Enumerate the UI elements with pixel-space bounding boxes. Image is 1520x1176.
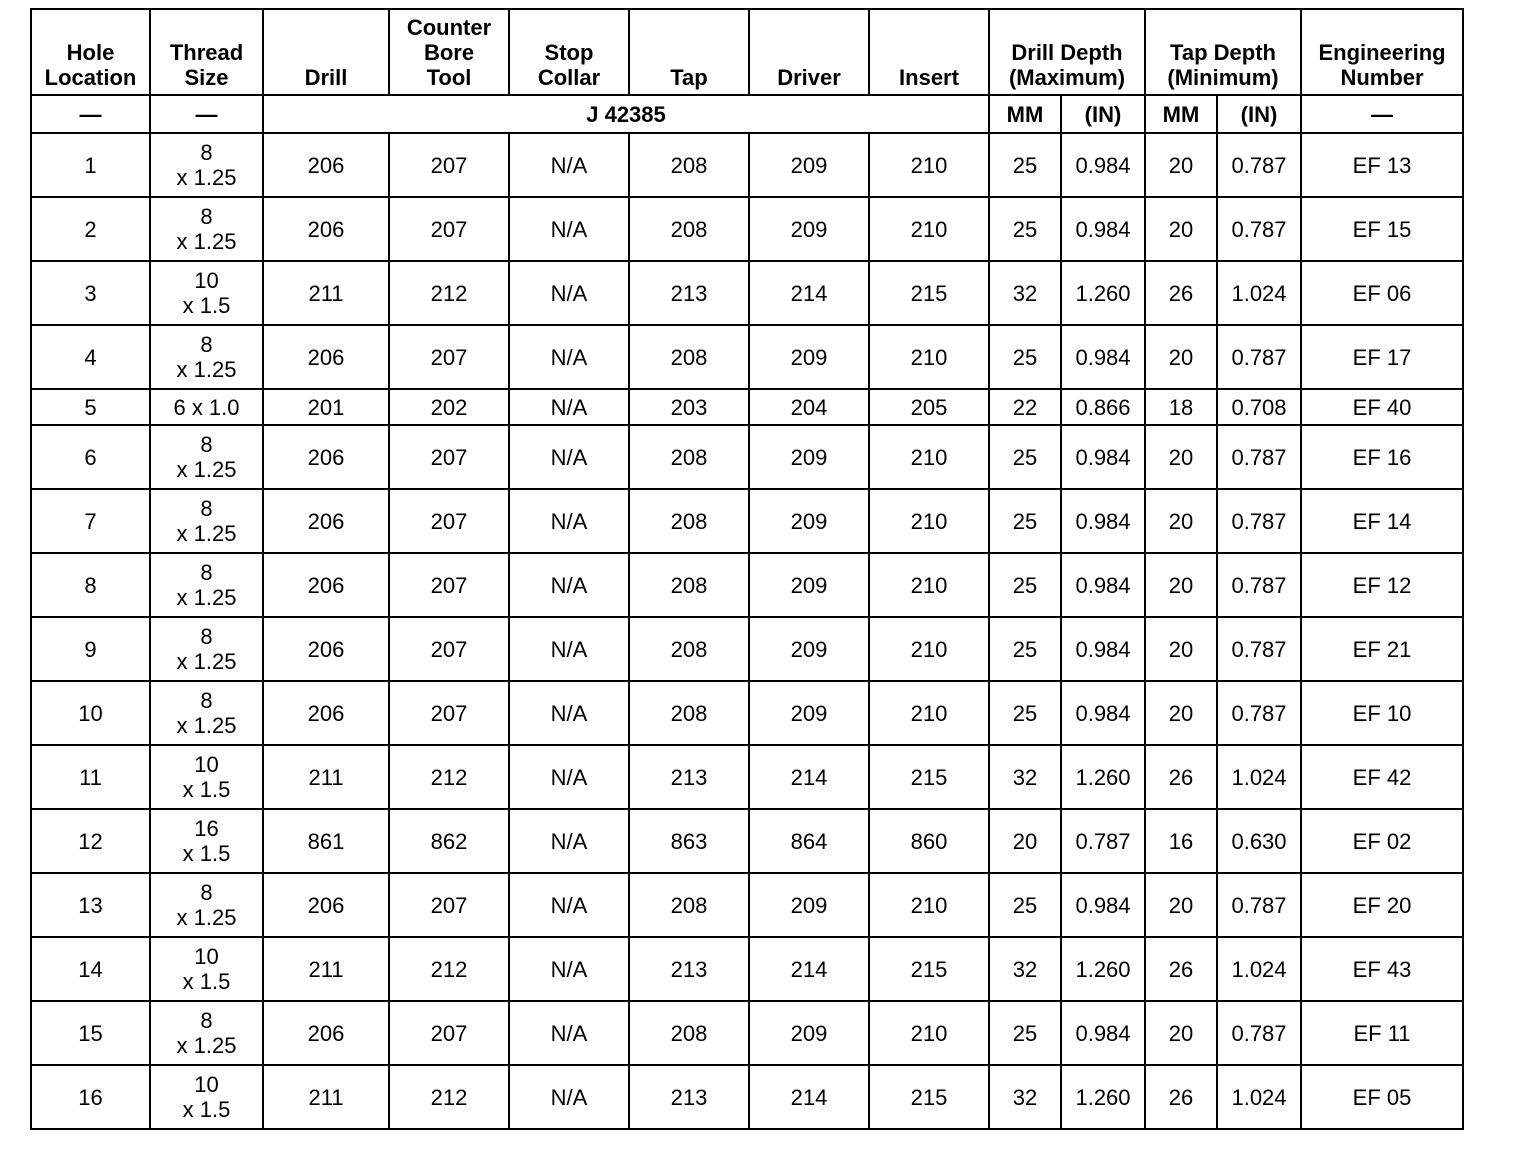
hole-location-cell: 12 xyxy=(31,809,150,873)
drill-cell: 206 xyxy=(263,197,389,261)
drill-depth-in-cell: 0.984 xyxy=(1061,617,1145,681)
drill-depth-mm-cell: 25 xyxy=(989,617,1061,681)
engineering-number-cell: EF 20 xyxy=(1301,873,1463,937)
thread-size-line: 8 xyxy=(200,432,213,457)
engineering-number-cell: EF 14 xyxy=(1301,489,1463,553)
insert-cell: 210 xyxy=(869,425,989,489)
subheader-thread-dash: — xyxy=(150,95,263,133)
subheader-eng-dash: — xyxy=(1301,95,1463,133)
thread-size-line: x 1.25 xyxy=(176,713,237,738)
driver-cell: 209 xyxy=(749,325,869,389)
stop-collar-cell: N/A xyxy=(509,197,629,261)
drill-depth-in-cell: 1.260 xyxy=(1061,1065,1145,1129)
driver-cell: 209 xyxy=(749,489,869,553)
hole-location-cell: 7 xyxy=(31,489,150,553)
table-row xyxy=(31,553,1463,617)
thread-size-line: x 1.5 xyxy=(182,293,231,318)
drill-depth-in-cell: 0.984 xyxy=(1061,133,1145,197)
insert-cell: 210 xyxy=(869,133,989,197)
tap-depth-in-cell: 0.787 xyxy=(1217,489,1301,553)
tap-depth-mm-cell: 20 xyxy=(1145,617,1217,681)
drill-cell: 861 xyxy=(263,809,389,873)
table-row xyxy=(31,681,1463,745)
engineering-number-cell: EF 43 xyxy=(1301,937,1463,1001)
tap-cell: 208 xyxy=(629,425,749,489)
drill-cell: 206 xyxy=(263,133,389,197)
drill-cell: 201 xyxy=(263,389,389,425)
hole-location-cell: 8 xyxy=(31,553,150,617)
header-eng-line-2: Number xyxy=(1340,65,1424,90)
tap-cell: 203 xyxy=(629,389,749,425)
drill-cell: 211 xyxy=(263,745,389,809)
engineering-number-cell: EF 11 xyxy=(1301,1001,1463,1065)
header-dd-line-2: (Maximum) xyxy=(1008,65,1126,90)
counter-bore-tool-cell: 207 xyxy=(389,133,509,197)
thread-size-cell xyxy=(150,873,263,937)
header-td-line-2: (Minimum) xyxy=(1167,65,1279,90)
tap-cell: 213 xyxy=(629,1065,749,1129)
tap-depth-in-cell: 0.708 xyxy=(1217,389,1301,425)
tap-depth-in-cell: 1.024 xyxy=(1217,937,1301,1001)
table-row xyxy=(31,617,1463,681)
drill-depth-mm-cell: 25 xyxy=(989,197,1061,261)
counter-bore-tool-cell: 207 xyxy=(389,489,509,553)
tap-cell: 213 xyxy=(629,261,749,325)
tap-depth-mm-cell: 20 xyxy=(1145,873,1217,937)
tap-depth-in-cell: 0.787 xyxy=(1217,425,1301,489)
tap-depth-in-cell: 0.787 xyxy=(1217,1001,1301,1065)
header-hole-line-2: Location xyxy=(44,65,137,90)
hole-location-cell: 6 xyxy=(31,425,150,489)
driver-cell: 214 xyxy=(749,1065,869,1129)
engineering-number-cell: EF 06 xyxy=(1301,261,1463,325)
stop-collar-cell: N/A xyxy=(509,745,629,809)
table-body xyxy=(31,133,1463,1129)
drill-cell: 206 xyxy=(263,1001,389,1065)
header-td-line-1: Tap Depth xyxy=(1170,40,1276,65)
tap-depth-mm-cell: 20 xyxy=(1145,133,1217,197)
subheader-dd-in: (IN) xyxy=(1061,95,1145,133)
insert-cell: 860 xyxy=(869,809,989,873)
header-driver: Driver xyxy=(749,9,869,95)
tap-cell: 863 xyxy=(629,809,749,873)
stop-collar-cell: N/A xyxy=(509,809,629,873)
drill-depth-mm-cell: 32 xyxy=(989,261,1061,325)
drill-cell: 206 xyxy=(263,553,389,617)
stop-collar-cell: N/A xyxy=(509,1065,629,1129)
drill-depth-in-cell: 1.260 xyxy=(1061,937,1145,1001)
header-drill-depth xyxy=(989,9,1145,95)
tap-depth-in-cell: 0.787 xyxy=(1217,553,1301,617)
hole-location-cell: 1 xyxy=(31,133,150,197)
thread-size-line: x 1.25 xyxy=(176,649,237,674)
thread-size-cell xyxy=(150,325,263,389)
counter-bore-tool-cell: 207 xyxy=(389,873,509,937)
engineering-number-cell: EF 02 xyxy=(1301,809,1463,873)
header-collar-line-1: Stop xyxy=(544,40,594,65)
thread-size-cell xyxy=(150,1001,263,1065)
thread-size-line: 8 xyxy=(200,1008,213,1033)
header-thread-line-2: Size xyxy=(184,65,229,90)
stop-collar-cell: N/A xyxy=(509,389,629,425)
thread-size-cell xyxy=(150,389,263,425)
table-row xyxy=(31,1001,1463,1065)
drill-depth-mm-cell: 20 xyxy=(989,809,1061,873)
hole-location-cell: 9 xyxy=(31,617,150,681)
engineering-number-cell: EF 15 xyxy=(1301,197,1463,261)
engineering-number-cell: EF 40 xyxy=(1301,389,1463,425)
header-eng-line-1: Engineering xyxy=(1318,40,1446,65)
insert-cell: 205 xyxy=(869,389,989,425)
table-row xyxy=(31,133,1463,197)
driver-cell: 204 xyxy=(749,389,869,425)
stop-collar-cell: N/A xyxy=(509,681,629,745)
tap-depth-in-cell: 0.787 xyxy=(1217,873,1301,937)
driver-cell: 864 xyxy=(749,809,869,873)
thread-size-line: 6 x 1.0 xyxy=(173,394,240,420)
table-row xyxy=(31,873,1463,937)
tap-depth-mm-cell: 26 xyxy=(1145,937,1217,1001)
stop-collar-cell: N/A xyxy=(509,425,629,489)
header-thread-size xyxy=(150,9,263,95)
thread-size-line: x 1.25 xyxy=(176,1033,237,1058)
subheader-kit-number: J 42385 xyxy=(263,95,989,133)
engineering-number-cell: EF 16 xyxy=(1301,425,1463,489)
thread-size-line: x 1.25 xyxy=(176,521,237,546)
tap-depth-mm-cell: 16 xyxy=(1145,809,1217,873)
drill-cell: 211 xyxy=(263,1065,389,1129)
table-row xyxy=(31,261,1463,325)
thread-repair-spec-table xyxy=(30,8,1464,1130)
table-row xyxy=(31,325,1463,389)
drill-depth-mm-cell: 25 xyxy=(989,1001,1061,1065)
hole-location-cell: 5 xyxy=(31,389,150,425)
tap-depth-in-cell: 0.630 xyxy=(1217,809,1301,873)
thread-size-line: x 1.5 xyxy=(182,969,231,994)
header-tap-depth xyxy=(1145,9,1301,95)
drill-depth-mm-cell: 25 xyxy=(989,325,1061,389)
thread-size-cell xyxy=(150,425,263,489)
table-row xyxy=(31,809,1463,873)
engineering-number-cell: EF 12 xyxy=(1301,553,1463,617)
thread-size-line: 8 xyxy=(200,332,213,357)
drill-cell: 206 xyxy=(263,681,389,745)
tap-depth-in-cell: 1.024 xyxy=(1217,261,1301,325)
insert-cell: 210 xyxy=(869,553,989,617)
header-cbore-line-2: Bore xyxy=(423,40,475,65)
tap-depth-mm-cell: 26 xyxy=(1145,261,1217,325)
engineering-number-cell: EF 42 xyxy=(1301,745,1463,809)
table-row xyxy=(31,745,1463,809)
header-stop-collar xyxy=(509,9,629,95)
subheader-td-in: (IN) xyxy=(1217,95,1301,133)
tap-depth-mm-cell: 18 xyxy=(1145,389,1217,425)
counter-bore-tool-cell: 862 xyxy=(389,809,509,873)
driver-cell: 209 xyxy=(749,553,869,617)
insert-cell: 210 xyxy=(869,681,989,745)
hole-location-cell: 10 xyxy=(31,681,150,745)
hole-location-cell: 3 xyxy=(31,261,150,325)
thread-size-cell xyxy=(150,489,263,553)
tap-cell: 213 xyxy=(629,745,749,809)
tap-depth-in-cell: 1.024 xyxy=(1217,745,1301,809)
tap-depth-mm-cell: 20 xyxy=(1145,489,1217,553)
thread-size-line: x 1.25 xyxy=(176,229,237,254)
thread-size-line: 8 xyxy=(200,880,213,905)
stop-collar-cell: N/A xyxy=(509,617,629,681)
thread-size-line: x 1.25 xyxy=(176,905,237,930)
thread-size-line: 10 xyxy=(194,944,219,969)
tap-depth-mm-cell: 20 xyxy=(1145,197,1217,261)
subheader-hole-dash: — xyxy=(31,95,150,133)
tap-depth-in-cell: 0.787 xyxy=(1217,617,1301,681)
drill-depth-mm-cell: 32 xyxy=(989,1065,1061,1129)
table-row xyxy=(31,1065,1463,1129)
thread-size-cell xyxy=(150,809,263,873)
stop-collar-cell: N/A xyxy=(509,937,629,1001)
hole-location-cell: 14 xyxy=(31,937,150,1001)
subheader-td-mm: MM xyxy=(1145,95,1217,133)
header-insert: Insert xyxy=(869,9,989,95)
insert-cell: 210 xyxy=(869,197,989,261)
drill-depth-in-cell: 1.260 xyxy=(1061,745,1145,809)
subheader-dd-mm: MM xyxy=(989,95,1061,133)
header-cbore-line-1: Counter xyxy=(406,15,492,40)
thread-size-cell xyxy=(150,937,263,1001)
drill-cell: 206 xyxy=(263,425,389,489)
header-thread-line-1: Thread xyxy=(169,40,244,65)
thread-size-line: 10 xyxy=(194,752,219,777)
tap-cell: 208 xyxy=(629,553,749,617)
tap-depth-mm-cell: 20 xyxy=(1145,553,1217,617)
stop-collar-cell: N/A xyxy=(509,261,629,325)
drill-depth-mm-cell: 25 xyxy=(989,425,1061,489)
tap-depth-mm-cell: 26 xyxy=(1145,745,1217,809)
hole-location-cell: 16 xyxy=(31,1065,150,1129)
thread-size-cell xyxy=(150,617,263,681)
engineering-number-cell: EF 21 xyxy=(1301,617,1463,681)
tap-depth-in-cell: 1.024 xyxy=(1217,1065,1301,1129)
drill-depth-in-cell: 0.866 xyxy=(1061,389,1145,425)
thread-size-line: x 1.5 xyxy=(182,777,231,802)
stop-collar-cell: N/A xyxy=(509,553,629,617)
driver-cell: 209 xyxy=(749,681,869,745)
thread-size-line: 10 xyxy=(194,268,219,293)
thread-size-line: 8 xyxy=(200,688,213,713)
table-row xyxy=(31,389,1463,425)
driver-cell: 209 xyxy=(749,873,869,937)
hole-location-cell: 15 xyxy=(31,1001,150,1065)
tap-cell: 213 xyxy=(629,937,749,1001)
header-dd-line-1: Drill Depth xyxy=(1011,40,1123,65)
drill-depth-mm-cell: 25 xyxy=(989,133,1061,197)
counter-bore-tool-cell: 212 xyxy=(389,937,509,1001)
thread-size-cell xyxy=(150,745,263,809)
tap-depth-mm-cell: 20 xyxy=(1145,681,1217,745)
hole-location-cell: 4 xyxy=(31,325,150,389)
thread-size-cell xyxy=(150,261,263,325)
header-hole-line-1: Hole xyxy=(66,40,115,65)
engineering-number-cell: EF 05 xyxy=(1301,1065,1463,1129)
drill-depth-in-cell: 0.984 xyxy=(1061,1001,1145,1065)
counter-bore-tool-cell: 207 xyxy=(389,1001,509,1065)
drill-depth-mm-cell: 25 xyxy=(989,553,1061,617)
drill-depth-in-cell: 0.984 xyxy=(1061,197,1145,261)
drill-depth-mm-cell: 32 xyxy=(989,937,1061,1001)
header-drill: Drill xyxy=(263,9,389,95)
driver-cell: 209 xyxy=(749,617,869,681)
driver-cell: 209 xyxy=(749,1001,869,1065)
drill-cell: 206 xyxy=(263,489,389,553)
insert-cell: 210 xyxy=(869,489,989,553)
counter-bore-tool-cell: 207 xyxy=(389,681,509,745)
counter-bore-tool-cell: 202 xyxy=(389,389,509,425)
tap-cell: 208 xyxy=(629,489,749,553)
tap-depth-in-cell: 0.787 xyxy=(1217,197,1301,261)
thread-size-line: 16 xyxy=(194,816,219,841)
thread-size-cell xyxy=(150,197,263,261)
counter-bore-tool-cell: 207 xyxy=(389,617,509,681)
hole-location-cell: 2 xyxy=(31,197,150,261)
drill-depth-in-cell: 0.984 xyxy=(1061,553,1145,617)
stop-collar-cell: N/A xyxy=(509,1001,629,1065)
thread-size-line: x 1.25 xyxy=(176,165,237,190)
thread-size-line: x 1.25 xyxy=(176,357,237,382)
counter-bore-tool-cell: 212 xyxy=(389,261,509,325)
driver-cell: 209 xyxy=(749,197,869,261)
insert-cell: 210 xyxy=(869,873,989,937)
thread-size-line: x 1.25 xyxy=(176,457,237,482)
drill-depth-in-cell: 0.787 xyxy=(1061,809,1145,873)
insert-cell: 210 xyxy=(869,617,989,681)
insert-cell: 215 xyxy=(869,261,989,325)
thread-size-line: 8 xyxy=(200,140,213,165)
tap-cell: 208 xyxy=(629,681,749,745)
thread-size-cell xyxy=(150,133,263,197)
drill-depth-in-cell: 0.984 xyxy=(1061,489,1145,553)
tap-cell: 208 xyxy=(629,617,749,681)
tap-depth-in-cell: 0.787 xyxy=(1217,133,1301,197)
stop-collar-cell: N/A xyxy=(509,133,629,197)
counter-bore-tool-cell: 207 xyxy=(389,325,509,389)
thread-size-line: 10 xyxy=(194,1072,219,1097)
tap-cell: 208 xyxy=(629,197,749,261)
header-hole-location xyxy=(31,9,150,95)
drill-cell: 206 xyxy=(263,873,389,937)
counter-bore-tool-cell: 207 xyxy=(389,553,509,617)
header-tap: Tap xyxy=(629,9,749,95)
insert-cell: 215 xyxy=(869,1065,989,1129)
header-engineering-number xyxy=(1301,9,1463,95)
counter-bore-tool-cell: 207 xyxy=(389,425,509,489)
driver-cell: 214 xyxy=(749,745,869,809)
thread-size-cell xyxy=(150,1065,263,1129)
thread-size-line: x 1.25 xyxy=(176,585,237,610)
header-cbore-line-3: Tool xyxy=(426,65,472,90)
driver-cell: 214 xyxy=(749,937,869,1001)
table-row xyxy=(31,197,1463,261)
table-row xyxy=(31,489,1463,553)
drill-cell: 206 xyxy=(263,617,389,681)
subheader-row xyxy=(31,95,1463,133)
tap-cell: 208 xyxy=(629,133,749,197)
insert-cell: 215 xyxy=(869,937,989,1001)
tap-depth-mm-cell: 20 xyxy=(1145,1001,1217,1065)
tap-depth-in-cell: 0.787 xyxy=(1217,681,1301,745)
drill-depth-mm-cell: 22 xyxy=(989,389,1061,425)
engineering-number-cell: EF 17 xyxy=(1301,325,1463,389)
header-row xyxy=(31,9,1463,95)
table-row xyxy=(31,425,1463,489)
thread-size-line: x 1.5 xyxy=(182,841,231,866)
hole-location-cell: 13 xyxy=(31,873,150,937)
thread-size-line: 8 xyxy=(200,560,213,585)
thread-size-line: 8 xyxy=(200,624,213,649)
drill-cell: 211 xyxy=(263,261,389,325)
tap-cell: 208 xyxy=(629,873,749,937)
tap-depth-mm-cell: 26 xyxy=(1145,1065,1217,1129)
engineering-number-cell: EF 10 xyxy=(1301,681,1463,745)
insert-cell: 215 xyxy=(869,745,989,809)
header-collar-line-2: Collar xyxy=(537,65,601,90)
drill-depth-in-cell: 1.260 xyxy=(1061,261,1145,325)
drill-depth-in-cell: 0.984 xyxy=(1061,681,1145,745)
thread-size-line: 8 xyxy=(200,496,213,521)
thread-size-line: x 1.5 xyxy=(182,1097,231,1122)
thread-size-line: 8 xyxy=(200,204,213,229)
drill-depth-in-cell: 0.984 xyxy=(1061,873,1145,937)
table-row xyxy=(31,937,1463,1001)
tap-depth-mm-cell: 20 xyxy=(1145,325,1217,389)
drill-depth-mm-cell: 25 xyxy=(989,681,1061,745)
driver-cell: 209 xyxy=(749,425,869,489)
tap-cell: 208 xyxy=(629,1001,749,1065)
drill-depth-mm-cell: 32 xyxy=(989,745,1061,809)
header-counter-bore-tool xyxy=(389,9,509,95)
drill-depth-in-cell: 0.984 xyxy=(1061,425,1145,489)
drill-cell: 206 xyxy=(263,325,389,389)
insert-cell: 210 xyxy=(869,325,989,389)
stop-collar-cell: N/A xyxy=(509,873,629,937)
tap-depth-mm-cell: 20 xyxy=(1145,425,1217,489)
driver-cell: 209 xyxy=(749,133,869,197)
counter-bore-tool-cell: 212 xyxy=(389,745,509,809)
drill-depth-mm-cell: 25 xyxy=(989,489,1061,553)
engineering-number-cell: EF 13 xyxy=(1301,133,1463,197)
drill-depth-in-cell: 0.984 xyxy=(1061,325,1145,389)
insert-cell: 210 xyxy=(869,1001,989,1065)
hole-location-cell: 11 xyxy=(31,745,150,809)
counter-bore-tool-cell: 207 xyxy=(389,197,509,261)
stop-collar-cell: N/A xyxy=(509,325,629,389)
drill-cell: 211 xyxy=(263,937,389,1001)
drill-depth-mm-cell: 25 xyxy=(989,873,1061,937)
stop-collar-cell: N/A xyxy=(509,489,629,553)
counter-bore-tool-cell: 212 xyxy=(389,1065,509,1129)
tap-cell: 208 xyxy=(629,325,749,389)
driver-cell: 214 xyxy=(749,261,869,325)
tap-depth-in-cell: 0.787 xyxy=(1217,325,1301,389)
thread-size-cell xyxy=(150,681,263,745)
thread-size-cell xyxy=(150,553,263,617)
